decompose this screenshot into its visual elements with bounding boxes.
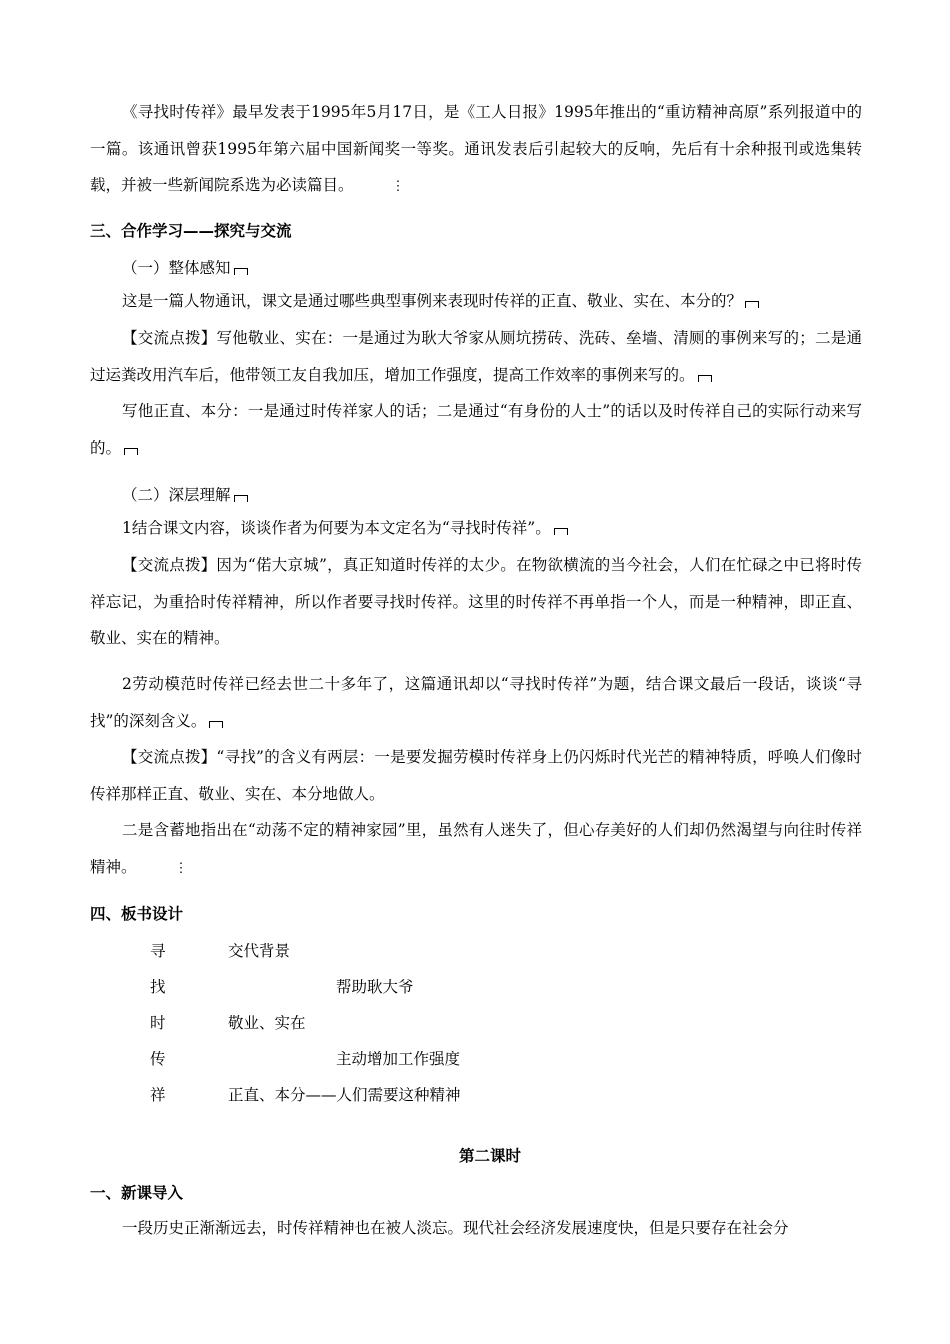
paragraph-mark-icon xyxy=(209,721,223,728)
board-char-1: 寻 xyxy=(150,942,166,960)
subsection-title-2: （二）深层理解 xyxy=(122,484,248,506)
board-item-help: 帮助耿大爷 xyxy=(336,978,414,996)
board-char-2: 找 xyxy=(150,978,166,996)
paragraph-mark-icon xyxy=(124,448,138,455)
ellipsis-mark: ⋮ xyxy=(174,860,188,876)
paragraph-mark-icon xyxy=(698,375,712,382)
answer-diligence: 【交流点拨】写他敬业、实在：一是通过为耿大爷家从厕坑捞砖、洗砖、垒墙、清厕的事例来写的；二是通过运粪改用汽车后，他带领工友自我加压，增加工作强度，提高工作效率的事例来写的。 xyxy=(90,329,862,384)
answer-2: 【交流点拨】“寻找”的含义有两层：一是要发掘劳模时传祥身上仍闪烁时代光芒的精神特质，呼唤人们像时传祥那样正直、敬业、实在、本分地做人。 xyxy=(90,748,862,803)
board-char-4: 传 xyxy=(150,1050,166,1068)
subsection-title-1: （一）整体感知 xyxy=(122,257,248,279)
answer-1: 【交流点拨】因为“偌大京城”，真正知道时传祥的太少。在物欲横流的当今社会，人们在忙碌之中已将时传祥忘记，为重拾时传祥精神，所以作者要寻找时传祥。这里的时传祥不再单指一个人，而是一种精神，即正直、敬业、实在的精神。 xyxy=(90,556,862,647)
lesson2-paragraph: 一段历史正渐渐远去，时传祥精神也在被人淡忘。现代社会经济发展速度快，但是只要存在社会分 xyxy=(122,1219,789,1237)
answer-integrity: 写他正直、本分：一是通过时传祥家人的话；二是通过“有身份的人士”的话以及时传祥自己的实际行动来写的。 xyxy=(90,402,862,457)
board-char-3: 时 xyxy=(150,1014,166,1032)
board-item-spirit: 正直、本分——人们需要这种精神 xyxy=(228,1086,461,1104)
paragraph-mark-icon xyxy=(234,495,248,502)
section-heading-4: 四、板书设计 xyxy=(90,905,184,923)
paragraph-mark-icon xyxy=(554,528,568,535)
paragraph-mark-icon xyxy=(234,268,248,275)
intro-paragraph: 《寻找时传祥》最早发表于1995年5月17日，是《工人日报》1995年推出的“重访精神高原”系列报道中的一篇。该通讯曾获1995年第六届中国新闻奖一等奖。通讯发表后引起较大的反响，先后有十余种报刊或选集转载，并被一些新闻院系选为必读篇目。 ⋮ xyxy=(90,94,862,206)
paragraph-mark-icon xyxy=(745,301,759,308)
question-overall: 这是一篇人物通讯，课文是通过哪些典型事例来表现时传祥的正直、敬业、实在、本分的？ xyxy=(90,283,862,320)
board-item-background: 交代背景 xyxy=(228,942,291,960)
board-item-diligence: 敬业、实在 xyxy=(228,1014,306,1032)
board-item-workload: 主动增加工作强度 xyxy=(336,1050,461,1068)
ellipsis-mark: ⋮ xyxy=(391,179,405,194)
answer-3: 二是含蓄地指出在“动荡不定的精神家园”里，虽然有人迷失了，但心存美好的人们却仍然渴望与向往时传祥精神。 ⋮ xyxy=(90,812,862,887)
board-char-5: 祥 xyxy=(150,1086,166,1104)
lesson2-heading: 一、新课导入 xyxy=(90,1184,184,1202)
question-2: 2劳动模范时传祥已经去世二十多年了，这篇通讯却以“寻找时传祥”为题，结合课文最后一段话，谈谈“寻找”的深刻含义。 xyxy=(90,675,862,730)
lesson2-title: 第二课时 xyxy=(458,1147,521,1165)
question-1: 1结合课文内容，谈谈作者为何要为本文定名为“寻找时传祥”。 xyxy=(90,510,862,547)
section-heading-3: 三、合作学习——探究与交流 xyxy=(90,222,292,240)
